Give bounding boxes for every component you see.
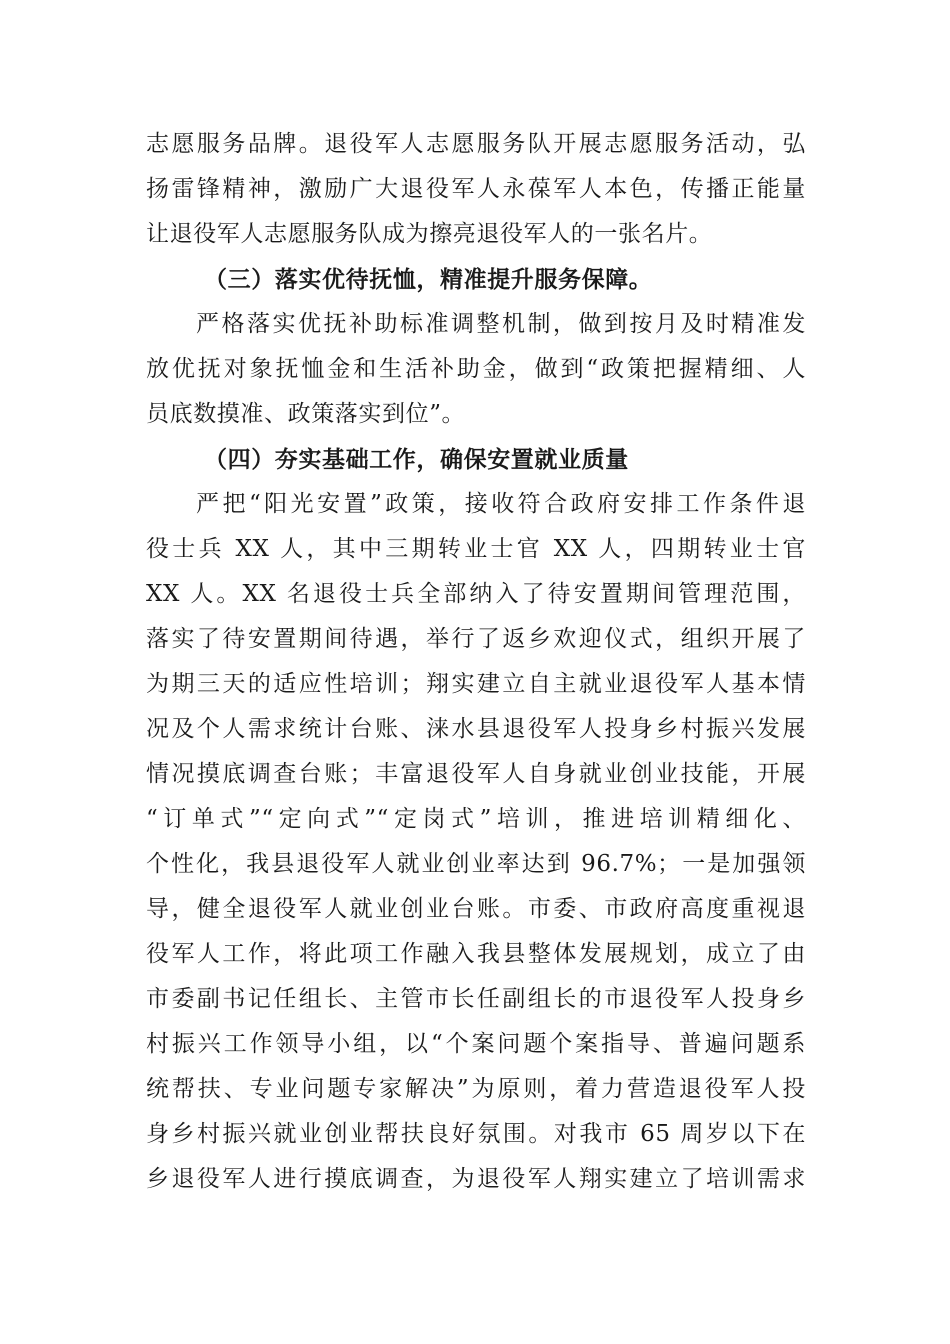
text-line: 身乡村振兴就业创业帮扶良好氛围。对我市 65 周岁以下在	[146, 1121, 806, 1147]
section-heading: （三）落实优待抚恤，精准提升服务保障。	[204, 266, 653, 293]
text-line: 情况摸底调查台账；丰富退役军人自身就业创业技能，开展	[146, 761, 806, 787]
text-line: 役士兵 XX 人，其中三期转业士官 XX 人，四期转业士官	[146, 536, 806, 562]
text-line: 志愿服务品牌。退役军人志愿服务队开展志愿服务活动，弘	[146, 131, 806, 157]
text-line: 为期三天的适应性培训；翔实建立自主就业退役军人基本情	[146, 671, 806, 697]
text-line: 村振兴工作领导小组，以“个案问题个案指导、普遍问题系	[146, 1031, 806, 1057]
text-line: 放优抚对象抚恤金和生活补助金，做到“政策把握精细、人	[146, 356, 806, 382]
document-body	[146, 122, 806, 1202]
section-heading: （四）夯实基础工作，确保安置就业质量	[204, 446, 629, 473]
text-line: 市委副书记任组长、主管市长任副组长的市退役军人投身乡	[146, 986, 806, 1012]
text-line: 况及个人需求统计台账、涞水县退役军人投身乡村振兴发展	[146, 716, 806, 742]
text-line: XX 人。XX 名退役士兵全部纳入了待安置期间管理范围，	[146, 581, 806, 607]
text-line: 乡退役军人进行摸底调查，为退役军人翔实建立了培训需求	[146, 1166, 806, 1192]
text-line: 役军人工作，将此项工作融入我县整体发展规划，成立了由	[146, 941, 806, 967]
text-line: 员底数摸准、政策落实到位”。	[146, 401, 466, 427]
text-line: 扬雷锋精神，激励广大退役军人永葆军人本色，传播正能量	[146, 176, 806, 202]
text-line: 个性化，我县退役军人就业创业率达到 96.7%；一是加强领	[146, 851, 806, 877]
text-line: 让退役军人志愿服务队成为擦亮退役军人的一张名片。	[146, 221, 713, 247]
text-line: “订单式”“定向式”“定岗式”培训，推进培训精细化、	[146, 806, 806, 832]
text-line: 统帮扶、专业问题专家解决”为原则，着力营造退役军人投	[146, 1076, 806, 1102]
text-line: 严把“阳光安置”政策，接收符合政府安排工作条件退	[196, 491, 806, 517]
text-line: 落实了待安置期间待遇，举行了返乡欢迎仪式，组织开展了	[146, 626, 806, 652]
text-line: 导，健全退役军人就业创业台账。市委、市政府高度重视退	[146, 896, 806, 922]
text-line: 严格落实优抚补助标准调整机制，做到按月及时精准发	[196, 311, 806, 337]
